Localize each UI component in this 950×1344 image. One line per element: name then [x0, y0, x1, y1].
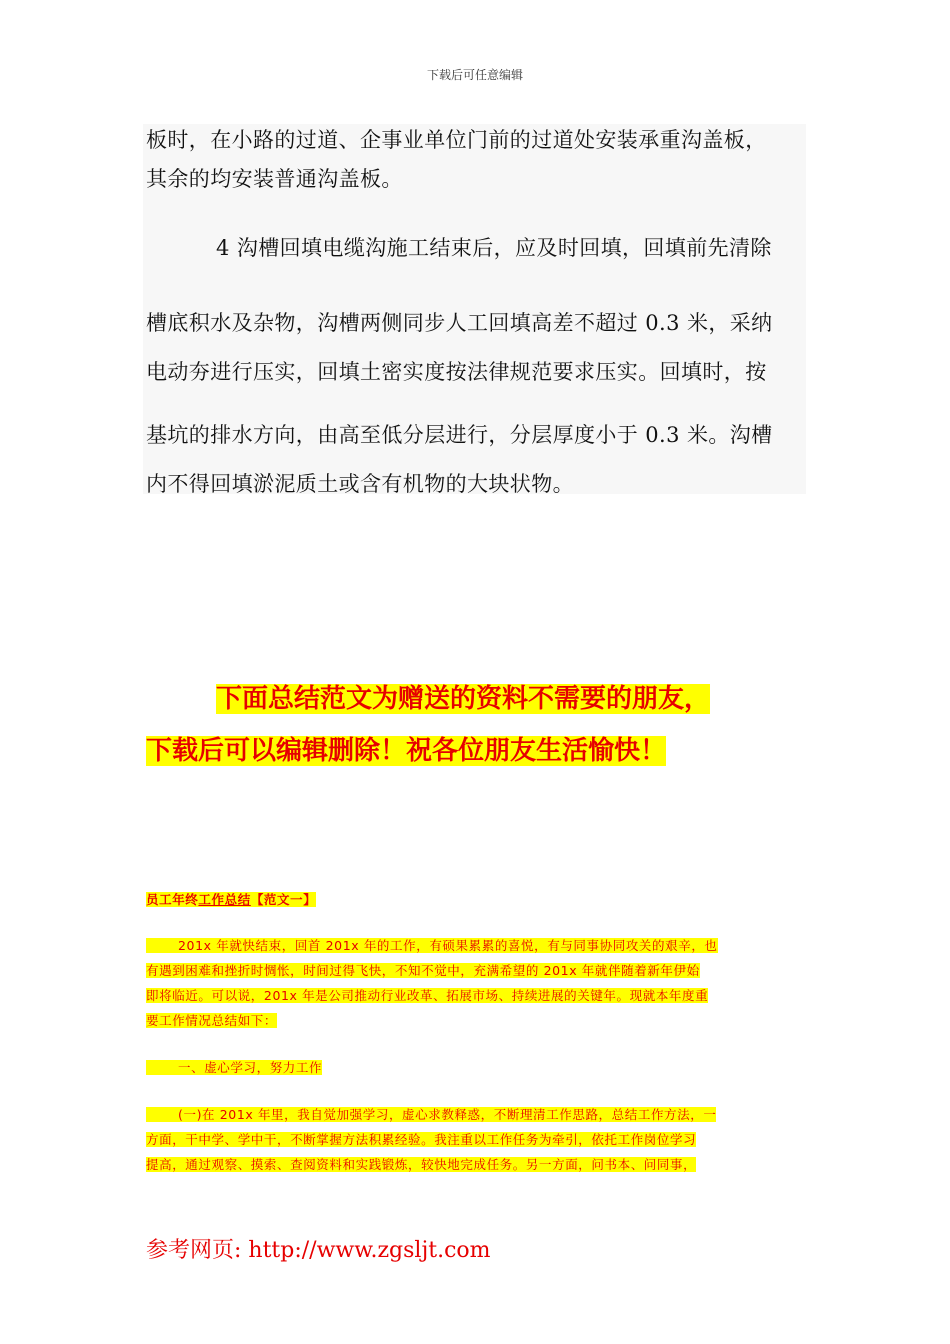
- para-line: 方面，干中学、学中干，不断掌握方法积累经验。我注重以工作任务为牵引，依托工作岗位学习: [146, 1132, 697, 1147]
- reference-link[interactable]: 参考网页: http://www.zgsljt.com: [146, 1238, 491, 1263]
- page-header: 下载后可任意编辑: [426, 68, 523, 82]
- title-suffix: 【范文一】: [250, 892, 317, 907]
- body-line: 其余的均安装普通沟盖板。: [146, 167, 403, 191]
- body-line: 内不得回填淤泥质土或含有机物的大块状物。: [146, 472, 574, 496]
- title-prefix: 员工年终: [146, 892, 199, 907]
- body-line: 4 沟槽回填电缆沟施工结束后，应及时回填，回填前先清除: [216, 236, 772, 260]
- sample-title: [146, 890, 316, 908]
- para-line: 提高，通过观察、摸索、查阅资料和实践锻炼，较快地完成任务。另一方面，问书本、问同事，: [146, 1157, 697, 1172]
- body-line: 板时，在小路的过道、企事业单位门前的过道处安装承重沟盖板，: [146, 128, 767, 152]
- section-heading: 一、虚心学习，努力工作: [146, 1058, 322, 1076]
- para-line: 有遇到困难和挫折时惆怅，时间过得飞快，不知不觉中，充满希望的 201x 年就伴随着新年伊始: [146, 963, 700, 978]
- body-line: 电动夯进行压实，回填土密实度按法律规范要求压实。回填时，按: [146, 360, 767, 384]
- notice-line-1: [216, 678, 710, 715]
- notice-text: 下载后可以编辑删除！祝各位朋友生活愉快！: [146, 736, 667, 766]
- para-line: 要工作情况总结如下：: [146, 1013, 278, 1028]
- para-line: 201x 年就快结束，回首 201x 年的工作，有硕果累累的喜悦，有与同事协同攻关的艰辛，也: [146, 936, 718, 954]
- body-line: 基坑的排水方向，由高至低分层进行，分层厚度小于 0.3 米。沟槽: [146, 423, 773, 447]
- notice-line-2: [146, 730, 666, 767]
- para-line: 即将临近。可以说，201x 年是公司推动行业改革、拓展市场、持续进展的关键年。现就本年度重: [146, 988, 709, 1003]
- para-line: (一)在 201x 年里，我自觉加强学习，虚心求教释惑，不断理清工作思路，总结工作方法，一: [146, 1105, 716, 1123]
- title-link[interactable]: 工作总结: [198, 892, 251, 907]
- body-line: 槽底积水及杂物，沟槽两侧同步人工回填高差不超过 0.3 米，采纳: [146, 311, 773, 335]
- notice-text: 下面总结范文为赠送的资料不需要的朋友，: [216, 684, 711, 714]
